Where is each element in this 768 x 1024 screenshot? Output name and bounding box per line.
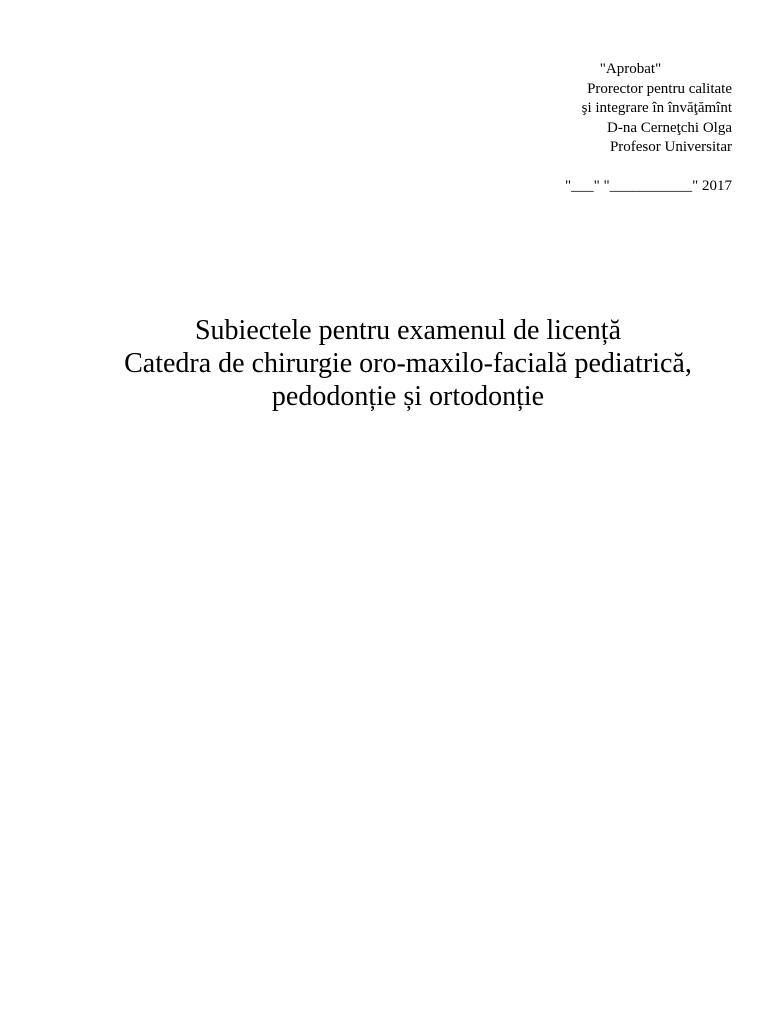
title-line-2: Catedra de chirurgie oro-maxilo-facială pediatrică, [124,348,692,379]
approver-role-line1: Prorector pentru calitate [587,80,732,97]
approval-block [412,60,732,196]
approver-role-line2: şi integrare în învăţămînt [581,100,732,116]
title-line-1: Subiectele pentru examenul de licență [194,315,622,346]
approver-name: D-na Cerneţchi Olga [607,119,732,136]
approved-label: "Aprobat" [599,61,662,77]
approval-date: "___" "___________" 2017 [565,177,732,194]
title-line-3: pedodonție și ortodonție [271,381,545,412]
document-title [0,314,768,413]
approver-title: Profesor Universitar [609,139,732,155]
